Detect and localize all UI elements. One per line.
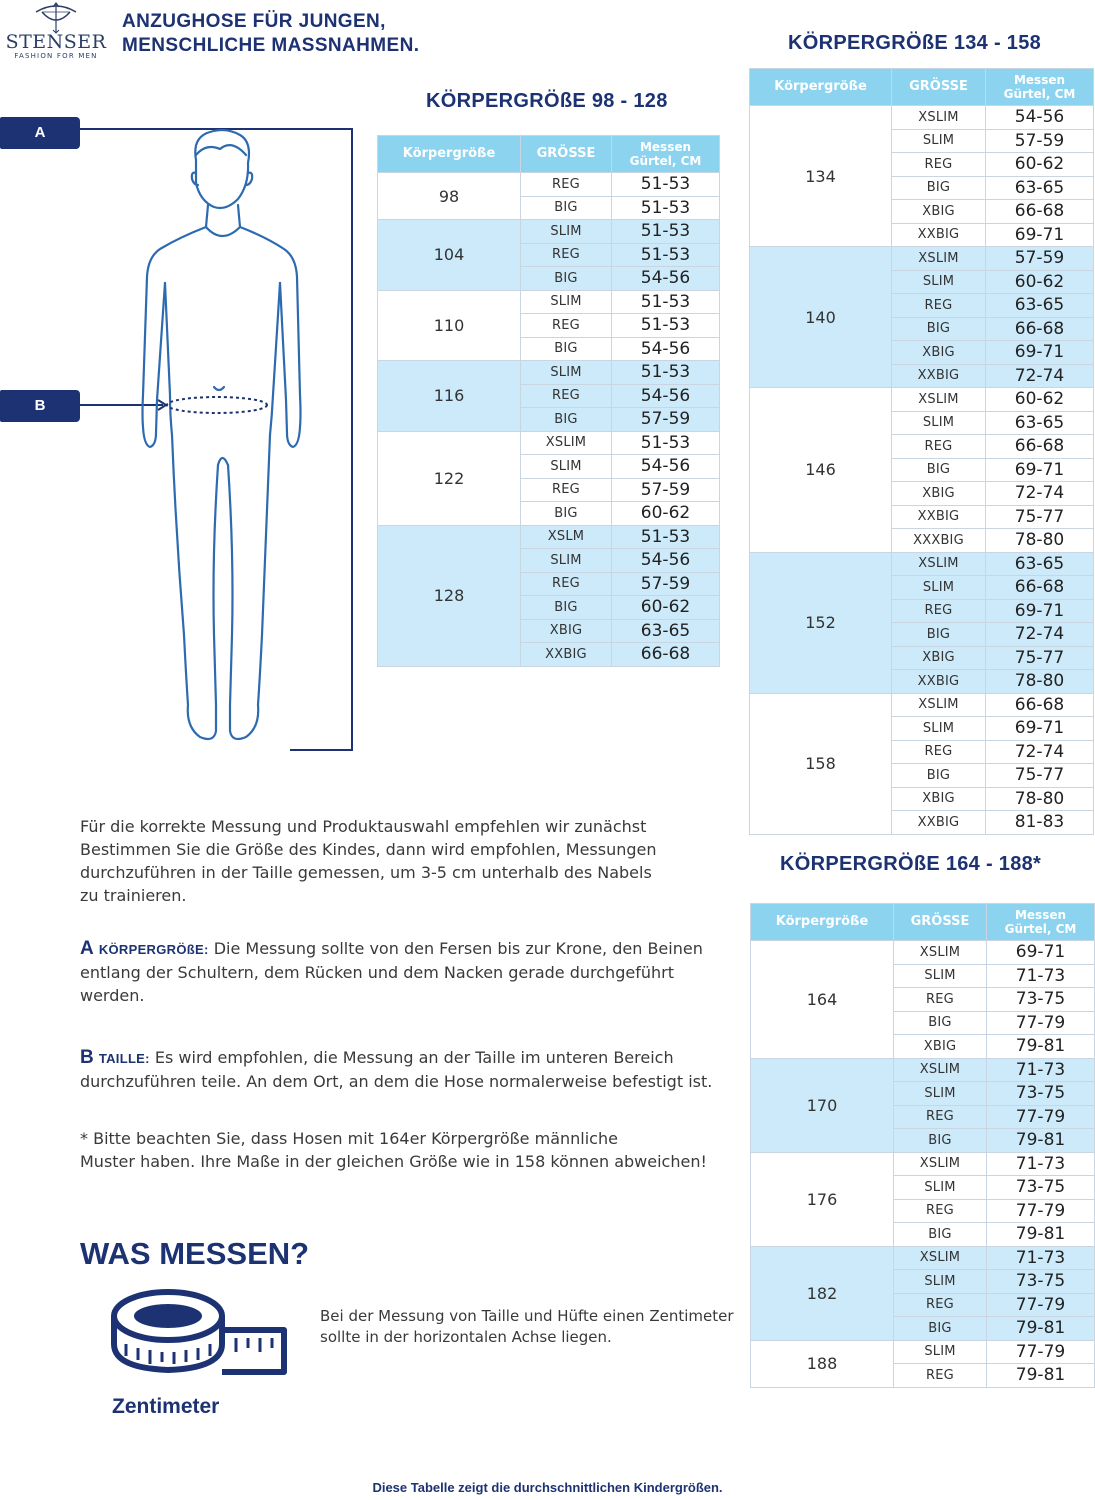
a-line: werden. xyxy=(80,986,145,1005)
note-line: Muster haben. Ihre Maße in der gleichen Größe wie in 158 können abweichen! xyxy=(80,1152,707,1171)
header-measure-line: Messen xyxy=(639,140,692,154)
size-cell: REG xyxy=(894,1293,987,1317)
note-line: * Bitte beachten Sie, dass Hosen mit 164er Körpergröße männliche xyxy=(80,1129,618,1148)
waist-cell: 54-56 xyxy=(986,106,1094,130)
intro-paragraph xyxy=(80,815,760,907)
height-cell: 152 xyxy=(750,552,892,693)
size-cell: SLIM xyxy=(894,1340,987,1364)
size-cell: REG xyxy=(894,1105,987,1129)
waist-cell: 79-81 xyxy=(987,1317,1095,1341)
table-row xyxy=(751,941,1095,965)
size-cell: REG xyxy=(521,314,612,338)
waist-cell: 66-68 xyxy=(986,435,1094,459)
table-row xyxy=(751,1246,1095,1270)
brand-name: STENSER xyxy=(5,31,107,53)
brand-logo xyxy=(0,0,112,72)
size-cell: BIG xyxy=(521,502,612,526)
size-table-164-188 xyxy=(750,903,1095,1388)
size-cell: REG xyxy=(892,294,986,318)
size-cell: SLIM xyxy=(894,964,987,988)
waist-cell: 77-79 xyxy=(987,1105,1095,1129)
height-cell: 182 xyxy=(751,1246,894,1340)
waist-cell: 73-75 xyxy=(987,1176,1095,1200)
waist-cell: 79-81 xyxy=(987,1129,1095,1153)
header-measure-line: Messen xyxy=(1014,908,1067,922)
waist-cell: 78-80 xyxy=(986,670,1094,694)
size-cell: REG xyxy=(892,153,986,177)
waist-cell: 51-53 xyxy=(612,290,720,314)
size-cell: XBIG xyxy=(892,646,986,670)
waist-cell: 54-56 xyxy=(612,267,720,291)
waist-cell: 69-71 xyxy=(986,223,1094,247)
a-paragraph xyxy=(80,937,760,1007)
size-cell: BIG xyxy=(521,408,612,432)
human-figure-icon xyxy=(0,115,360,755)
waist-cell: 77-79 xyxy=(987,1199,1095,1223)
size-cell: XSLIM xyxy=(894,941,987,965)
height-cell: 140 xyxy=(750,247,892,388)
waist-cell: 69-71 xyxy=(986,599,1094,623)
table-row xyxy=(751,1058,1095,1082)
size-cell: REG xyxy=(892,740,986,764)
waist-cell: 66-68 xyxy=(986,693,1094,717)
size-cell: REG xyxy=(894,1199,987,1223)
size-cell: XXBIG xyxy=(892,364,986,388)
header-height: Körpergröße xyxy=(378,136,521,173)
size-cell: XSLIM xyxy=(894,1152,987,1176)
waist-cell: 66-68 xyxy=(986,200,1094,224)
waist-cell: 51-53 xyxy=(612,525,720,549)
header-height: Körpergröße xyxy=(750,69,892,106)
b-letter: B xyxy=(80,1047,94,1068)
waist-cell: 72-74 xyxy=(986,623,1094,647)
height-cell: 176 xyxy=(751,1152,894,1246)
height-cell: 128 xyxy=(378,525,521,666)
footer-note: Diese Tabelle zeigt die durchschnittlichen Kindergrößen. xyxy=(372,1480,723,1495)
height-cell: 158 xyxy=(750,693,892,834)
size-cell: REG xyxy=(894,1364,987,1388)
waist-cell: 63-65 xyxy=(986,411,1094,435)
size-cell: XSLIM xyxy=(894,1246,987,1270)
waist-cell: 69-71 xyxy=(986,717,1094,741)
height-cell: 104 xyxy=(378,220,521,291)
size-cell: SLIM xyxy=(521,549,612,573)
waist-cell: 54-56 xyxy=(612,337,720,361)
size-cell: BIG xyxy=(894,1223,987,1247)
waist-cell: 54-56 xyxy=(612,549,720,573)
size-cell: REG xyxy=(521,572,612,596)
header-size: GRÖSSE xyxy=(892,69,986,106)
size-cell: SLIM xyxy=(892,576,986,600)
waist-cell: 77-79 xyxy=(987,1340,1095,1364)
size-cell: SLIM xyxy=(894,1082,987,1106)
note-paragraph xyxy=(80,1127,760,1173)
waist-cell: 51-53 xyxy=(612,173,720,197)
size-cell: SLIM xyxy=(521,290,612,314)
waist-cell: 60-62 xyxy=(986,270,1094,294)
height-cell: 122 xyxy=(378,431,521,525)
marker-b: B xyxy=(0,390,80,422)
size-table-98-128 xyxy=(377,135,720,667)
table-1-title: KÖRPERGRÖßE 98 - 128 xyxy=(426,90,668,112)
header-measure-line: Gürtel, CM xyxy=(1004,922,1077,936)
waist-cell: 81-83 xyxy=(986,811,1094,835)
height-cell: 188 xyxy=(751,1340,894,1387)
waist-cell: 69-71 xyxy=(986,341,1094,365)
page-title xyxy=(122,10,542,58)
size-cell: XSLIM xyxy=(894,1058,987,1082)
waist-cell: 75-77 xyxy=(986,764,1094,788)
size-cell: BIG xyxy=(892,458,986,482)
size-cell: BIG xyxy=(521,337,612,361)
waist-cell: 71-73 xyxy=(987,1246,1095,1270)
waist-cell: 77-79 xyxy=(987,1011,1095,1035)
table-row xyxy=(378,361,720,385)
waist-cell: 71-73 xyxy=(987,964,1095,988)
waist-cell: 73-75 xyxy=(987,988,1095,1012)
size-cell: BIG xyxy=(892,317,986,341)
waist-cell: 51-53 xyxy=(612,314,720,338)
table-3-title: KÖRPERGRÖßE 164 - 188* xyxy=(780,853,1042,875)
size-cell: SLIM xyxy=(892,717,986,741)
b-paragraph xyxy=(80,1046,760,1093)
size-cell: REG xyxy=(521,243,612,267)
a-line: entlang der Schultern, dem Rücken und dem Nacken gerade durchgeführt xyxy=(80,963,674,982)
waist-cell: 57-59 xyxy=(612,408,720,432)
size-cell: BIG xyxy=(892,764,986,788)
size-cell: XXBIG xyxy=(892,670,986,694)
height-cell: 146 xyxy=(750,388,892,553)
size-cell: XSLIM xyxy=(892,388,986,412)
size-cell: REG xyxy=(892,599,986,623)
waist-cell: 54-56 xyxy=(612,384,720,408)
tape-description xyxy=(320,1306,750,1348)
table-row xyxy=(750,106,1094,130)
waist-cell: 51-53 xyxy=(612,361,720,385)
size-cell: BIG xyxy=(894,1317,987,1341)
height-cell: 116 xyxy=(378,361,521,432)
waist-cell: 69-71 xyxy=(987,941,1095,965)
header-size: GRÖSSE xyxy=(521,136,612,173)
size-cell: XXBIG xyxy=(892,223,986,247)
waist-cell: 66-68 xyxy=(986,317,1094,341)
waist-cell: 73-75 xyxy=(987,1082,1095,1106)
height-cell: 170 xyxy=(751,1058,894,1152)
header-size: GRÖSSE xyxy=(894,904,987,941)
table-2-title: KÖRPERGRÖßE 134 - 158 xyxy=(788,32,1042,54)
waist-cell: 60-62 xyxy=(612,502,720,526)
size-cell: SLIM xyxy=(892,270,986,294)
waist-cell: 79-81 xyxy=(987,1364,1095,1388)
size-cell: XBIG xyxy=(894,1035,987,1059)
size-cell: SLIM xyxy=(521,455,612,479)
title-line-2: MENSCHLICHE MASSNAHMEN. xyxy=(122,35,420,56)
waist-cell: 75-77 xyxy=(986,505,1094,529)
table-row xyxy=(750,693,1094,717)
size-cell: XXBIG xyxy=(521,643,612,667)
table-row xyxy=(378,431,720,455)
bow-arrow-logo-icon xyxy=(26,2,86,34)
height-cell: 98 xyxy=(378,173,521,220)
waist-cell: 60-62 xyxy=(986,153,1094,177)
tape-desc-line: Bei der Messung von Taille und Hüfte einen Zentimeter xyxy=(320,1307,734,1325)
table-row xyxy=(378,525,720,549)
table-row xyxy=(751,1152,1095,1176)
waist-cell: 63-65 xyxy=(612,619,720,643)
table-row xyxy=(751,1340,1095,1364)
body-figure xyxy=(0,115,360,755)
height-cell: 110 xyxy=(378,290,521,361)
waist-cell: 78-80 xyxy=(986,529,1094,553)
waist-cell: 66-68 xyxy=(986,576,1094,600)
header-row xyxy=(751,904,1095,941)
table-row xyxy=(750,552,1094,576)
waist-cell: 71-73 xyxy=(987,1058,1095,1082)
tape-label: Zentimeter xyxy=(112,1395,220,1418)
waist-cell: 72-74 xyxy=(986,482,1094,506)
size-cell: XBIG xyxy=(892,341,986,365)
intro-line: Für die korrekte Messung und Produktauswahl empfehlen wir zunächst xyxy=(80,817,647,836)
a-line: Die Messung sollte von den Fersen bis zur Krone, den Beinen xyxy=(208,939,703,958)
size-cell: SLIM xyxy=(521,220,612,244)
size-cell: XSLIM xyxy=(892,552,986,576)
size-cell: REG xyxy=(892,435,986,459)
waist-cell: 57-59 xyxy=(612,572,720,596)
intro-line: zu trainieren. xyxy=(80,886,187,905)
waist-cell: 63-65 xyxy=(986,552,1094,576)
size-cell: SLIM xyxy=(894,1176,987,1200)
size-cell: SLIM xyxy=(892,129,986,153)
waist-cell: 57-59 xyxy=(612,478,720,502)
size-cell: XBIG xyxy=(892,482,986,506)
size-cell: XSLIM xyxy=(521,431,612,455)
intro-line: durchzuführen in der Taille gemessen, um 3-5 cm unterhalb des Nabels xyxy=(80,863,652,882)
size-cell: XSLM xyxy=(521,525,612,549)
size-cell: XXBIG xyxy=(892,811,986,835)
waist-cell: 73-75 xyxy=(987,1270,1095,1294)
size-cell: XXBIG xyxy=(892,505,986,529)
waist-cell: 54-56 xyxy=(612,455,720,479)
what-measure-title: WAS MESSEN? xyxy=(80,1236,310,1271)
b-line: durchzuführen teile. An dem Ort, an dem die Hose normalerweise befestigt ist. xyxy=(80,1072,713,1091)
size-cell: BIG xyxy=(892,176,986,200)
waist-cell: 63-65 xyxy=(986,176,1094,200)
waist-cell: 60-62 xyxy=(612,596,720,620)
size-cell: REG xyxy=(521,173,612,197)
size-cell: BIG xyxy=(892,623,986,647)
waist-cell: 71-73 xyxy=(987,1152,1095,1176)
size-cell: BIG xyxy=(894,1129,987,1153)
waist-cell: 72-74 xyxy=(986,364,1094,388)
waist-cell: 78-80 xyxy=(986,787,1094,811)
size-cell: XSLIM xyxy=(892,247,986,271)
table-row xyxy=(378,290,720,314)
size-cell: XBIG xyxy=(892,787,986,811)
size-cell: REG xyxy=(521,384,612,408)
size-cell: XSLIM xyxy=(892,106,986,130)
height-cell: 134 xyxy=(750,106,892,247)
waist-cell: 60-62 xyxy=(986,388,1094,412)
size-cell: XSLIM xyxy=(892,693,986,717)
waist-cell: 51-53 xyxy=(612,431,720,455)
title-line-1: ANZUGHOSE FÜR JUNGEN, xyxy=(122,11,386,32)
size-cell: REG xyxy=(894,988,987,1012)
size-cell: SLIM xyxy=(521,361,612,385)
table-row xyxy=(378,220,720,244)
b-label: TAILLE: xyxy=(98,1051,150,1066)
waist-cell: 72-74 xyxy=(986,740,1094,764)
waist-cell: 77-79 xyxy=(987,1293,1095,1317)
size-cell: REG xyxy=(521,478,612,502)
intro-line: Bestimmen Sie die Größe des Kindes, dann wird empfohlen, Messungen xyxy=(80,840,657,859)
waist-cell: 75-77 xyxy=(986,646,1094,670)
table-row xyxy=(378,173,720,197)
header-row xyxy=(378,136,720,173)
table-row xyxy=(750,247,1094,271)
size-cell: SLIM xyxy=(892,411,986,435)
waist-cell: 79-81 xyxy=(987,1223,1095,1247)
header-measure-line: Gürtel, CM xyxy=(1003,87,1076,101)
waist-cell: 66-68 xyxy=(612,643,720,667)
a-letter: A xyxy=(80,938,94,959)
size-cell: BIG xyxy=(521,196,612,220)
waist-cell: 51-53 xyxy=(612,243,720,267)
tape-desc-line: sollte in der horizontalen Achse liegen. xyxy=(320,1328,612,1346)
waist-cell: 57-59 xyxy=(986,129,1094,153)
header-measure xyxy=(987,904,1095,941)
size-cell: XBIG xyxy=(521,619,612,643)
measuring-tape-icon xyxy=(108,1286,290,1392)
size-cell: BIG xyxy=(894,1011,987,1035)
size-cell: XBIG xyxy=(892,200,986,224)
size-table-134-158 xyxy=(749,68,1094,835)
a-label: KÖRPERGRÖßE: xyxy=(98,942,209,957)
waist-cell: 57-59 xyxy=(986,247,1094,271)
table-row xyxy=(750,388,1094,412)
size-cell: SLIM xyxy=(894,1270,987,1294)
waist-cell: 69-71 xyxy=(986,458,1094,482)
header-measure xyxy=(986,69,1094,106)
header-height: Körpergröße xyxy=(751,904,894,941)
size-cell: BIG xyxy=(521,267,612,291)
header-measure-line: Gürtel, CM xyxy=(629,154,702,168)
waist-cell: 63-65 xyxy=(986,294,1094,318)
marker-a: A xyxy=(0,117,80,149)
header-measure xyxy=(612,136,720,173)
size-cell: BIG xyxy=(521,596,612,620)
waist-cell: 79-81 xyxy=(987,1035,1095,1059)
b-line: Es wird empfohlen, die Messung an der Taille im unteren Bereich xyxy=(149,1048,674,1067)
waist-cell: 51-53 xyxy=(612,220,720,244)
header-row xyxy=(750,69,1094,106)
waist-cell: 51-53 xyxy=(612,196,720,220)
brand-tagline: FASHION FOR MEN xyxy=(14,52,98,60)
header-measure-line: Messen xyxy=(1013,73,1066,87)
size-cell: XXXBIG xyxy=(892,529,986,553)
height-cell: 164 xyxy=(751,941,894,1059)
